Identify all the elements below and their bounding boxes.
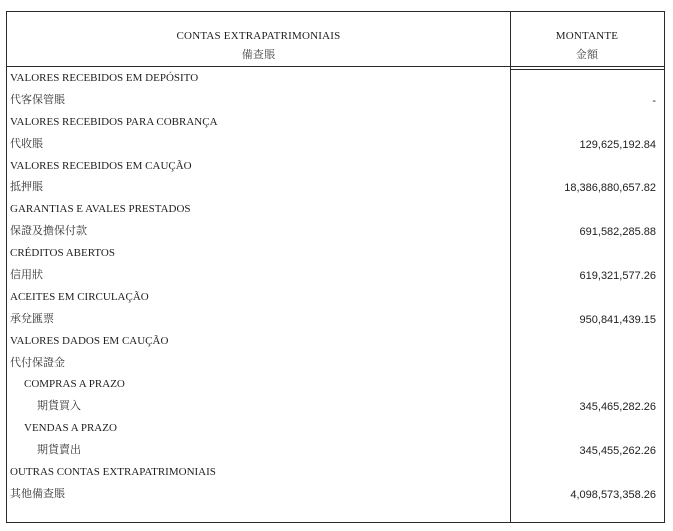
table-row bbox=[7, 396, 664, 418]
row-amount: 950,841,439.15 bbox=[579, 313, 656, 326]
row-amount: 18,386,880,657.82 bbox=[564, 182, 656, 195]
row-label: 期貨買入 bbox=[37, 400, 81, 413]
row-label: 代收賬 bbox=[10, 137, 43, 150]
table-row bbox=[7, 374, 664, 396]
row-amount: 4,098,573,358.26 bbox=[570, 488, 656, 501]
table-row bbox=[7, 462, 664, 484]
row-label: ACEITES EM CIRCULAÇÃO bbox=[10, 290, 149, 303]
row-label: 代付保證金 bbox=[10, 356, 65, 369]
row-label: VALORES DADOS EM CAUÇÃO bbox=[10, 334, 169, 347]
row-label: 保證及擔保付款 bbox=[10, 225, 87, 238]
table-row bbox=[7, 243, 664, 265]
header-amount-pt: MONTANTE bbox=[555, 30, 619, 42]
header-accounts-zh: 備查賬 bbox=[241, 49, 276, 61]
row-amount: 345,455,262.26 bbox=[579, 445, 656, 458]
row-label: VALORES RECEBIDOS EM CAUÇÃO bbox=[10, 159, 192, 172]
row-label: GARANTIAS E AVALES PRESTADOS bbox=[10, 203, 191, 216]
table-row bbox=[7, 418, 664, 440]
table-row bbox=[7, 353, 664, 375]
row-label: 代客保管賬 bbox=[10, 93, 65, 106]
table-row bbox=[7, 287, 664, 309]
header-amount-zh: 金額 bbox=[575, 49, 599, 61]
row-label: 承兌匯票 bbox=[10, 312, 54, 325]
table-body bbox=[7, 68, 664, 506]
row-label: COMPRAS A PRAZO bbox=[24, 378, 125, 391]
table-row bbox=[7, 440, 664, 462]
row-amount: 345,465,282.26 bbox=[579, 401, 656, 414]
off-balance-sheet-table bbox=[6, 11, 665, 523]
row-label: 期貨賣出 bbox=[37, 444, 81, 457]
row-label: VENDAS A PRAZO bbox=[24, 422, 117, 435]
table-row bbox=[7, 265, 664, 287]
header-rule bbox=[7, 66, 664, 67]
row-label: 其他備查賬 bbox=[10, 487, 65, 500]
table-row bbox=[7, 134, 664, 156]
table-row bbox=[7, 309, 664, 331]
table-row bbox=[7, 68, 664, 90]
row-label: 信用狀 bbox=[10, 269, 43, 282]
table-row bbox=[7, 484, 664, 506]
row-amount: 691,582,285.88 bbox=[579, 226, 656, 239]
table-row bbox=[7, 177, 664, 199]
table-row bbox=[7, 221, 664, 243]
header-accounts-pt: CONTAS EXTRAPATRIMONIAIS bbox=[176, 30, 341, 42]
row-amount: 619,321,577.26 bbox=[579, 270, 656, 283]
table-row bbox=[7, 90, 664, 112]
table-row bbox=[7, 156, 664, 178]
row-amount: 129,625,192.84 bbox=[579, 138, 656, 151]
table-row bbox=[7, 331, 664, 353]
row-label: VALORES RECEBIDOS EM DEPÓSITO bbox=[10, 72, 199, 84]
row-label: CRÉDITOS ABERTOS bbox=[10, 247, 115, 260]
row-label: OUTRAS CONTAS EXTRAPATRIMONIAIS bbox=[10, 466, 216, 479]
row-label: VALORES RECEBIDOS PARA COBRANÇA bbox=[10, 115, 218, 128]
table-row bbox=[7, 112, 664, 134]
table-row bbox=[7, 199, 664, 221]
row-label: 抵押賬 bbox=[10, 181, 43, 194]
row-amount: - bbox=[652, 94, 656, 107]
